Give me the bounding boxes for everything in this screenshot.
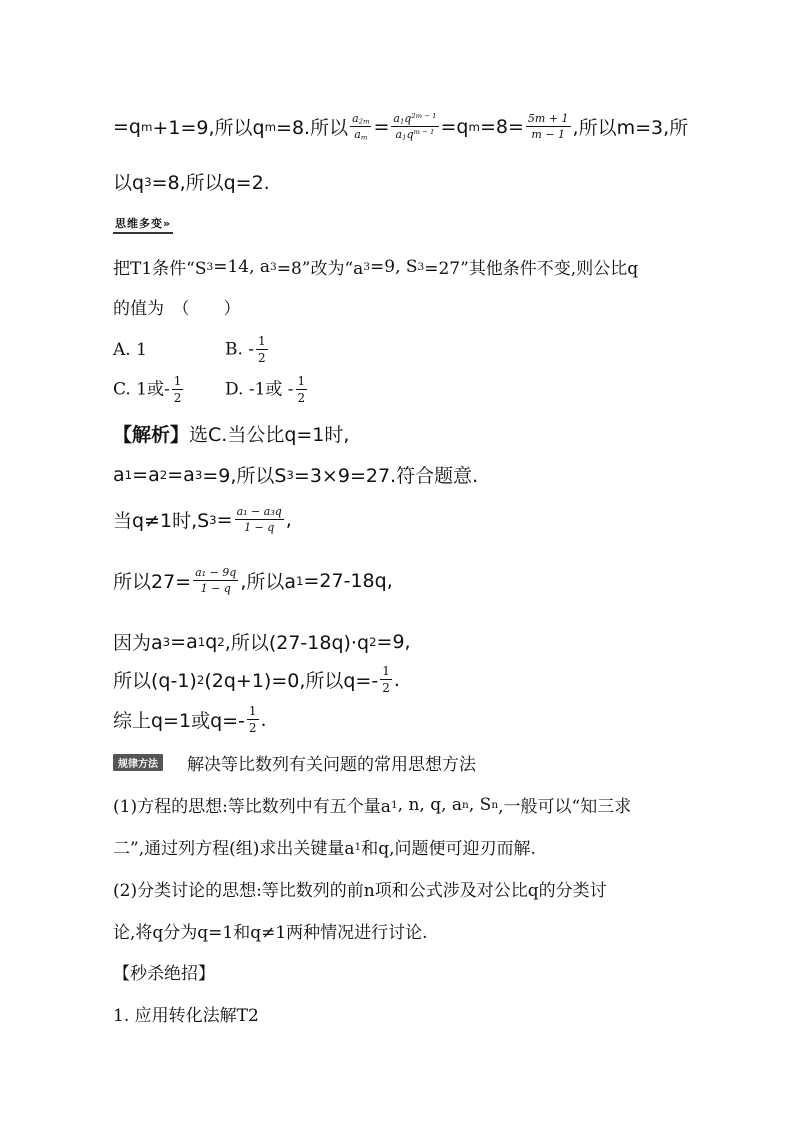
solution-continuation-line-1: =q m +1=9,所以q m =8.所以 $\frac{a_{2m}}{a_m}$ = $\frac{a_1q^{2m - 1}}{a_1q^{m - 1}}$ =q m =8= $\frac{5m + 1}{m - 1}$ ,所以m=3,所 <box>113 111 689 142</box>
variant-tag-label: 思维多变» <box>113 215 173 234</box>
method-line-2: 二”,通过列方程(组)求出关键量a 1 和q,问题便可迎刃而解. <box>113 839 536 859</box>
solution-line-1: 【解析】 选C.当公比q=1时, <box>113 420 349 447</box>
method-title: 解决等比数列有关问题的常用思想方法 <box>187 755 476 775</box>
option-a: A. 1 <box>113 339 147 360</box>
solution-line-3: 当q≠1时,S 3 = $\frac{\text{a₁ − a₃q}}{1 - q}$ , <box>113 505 292 535</box>
method-line-4: 论,将q分为q=1和q≠1两种情况进行讨论. <box>113 923 428 943</box>
fraction-a2m-over-am: $\frac{a_{2m}}{a_m}$ <box>352 112 370 142</box>
solution-heading: 【解析】 <box>113 424 190 446</box>
trick-item-1: 1. 应用转化法解T2 <box>113 1006 259 1026</box>
solution-line-4: 所以27= $\frac{\text{a₁ − 9q}}{1 - q}$ ,所以a 1 =27-18q, <box>113 566 393 596</box>
method-line-3: (2)分类讨论的思想:等比数列的前n项和公式涉及对公比q的分类讨 <box>113 881 607 901</box>
fraction-5m-plus-1: $\frac{5m + 1}{m - 1}$ <box>527 112 569 142</box>
solution-line-7: 综上q=1或q=- $\frac{1}{2}$ . <box>113 704 267 736</box>
options-row-2 <box>113 374 309 406</box>
fraction-27: $\frac{\text{a₁ − 9q}}{1 - q}$ <box>195 566 237 596</box>
solution-line-2: a 1 =a 2 =a 3 =9,所以S 3 =3×9=27.符合题意. <box>113 463 479 487</box>
fraction-s3: $\frac{\text{a₁ − a₃q}}{1 - q}$ <box>236 505 282 535</box>
fraction-a1q-powers: $\frac{a_1q^{2m - 1}}{a_1q^{m - 1}}$ <box>393 111 437 142</box>
variant-tag <box>113 215 173 234</box>
solution-continuation-line-2: 以q 3 =8,所以q=2. <box>113 172 270 194</box>
method-line-1: (1)方程的思想:等比数列中有五个量a 1 , n, q, a n , S n ,一般可以“知三求 <box>113 794 632 817</box>
variant-question-line-1: 把T1条件“S 3 =14, a 3 =8”改为“a 3 =9, S 3 =27”其他条件不变,则公比q <box>113 256 639 279</box>
options-row-1 <box>113 334 270 366</box>
option-d: D. -1或 - $\frac{1}{2}$ <box>225 374 306 406</box>
method-tag: 规律方法 <box>113 754 163 771</box>
option-c: C. 1或- $\frac{1}{2}$ <box>113 374 182 406</box>
option-b: B. - $\frac{1}{2}$ <box>225 334 266 366</box>
solution-line-6: 所以(q-1) 2 (2q+1)=0,所以q=- $\frac{1}{2}$ . <box>113 664 400 696</box>
variant-question-line-2: 的值为 （ ） <box>113 299 241 319</box>
trick-heading: 【秒杀绝招】 <box>113 964 215 984</box>
solution-line-5: 因为a 3 =a 1 q 2 ,所以(27-18q)·q 2 =9, <box>113 630 411 654</box>
method-heading <box>113 750 476 775</box>
